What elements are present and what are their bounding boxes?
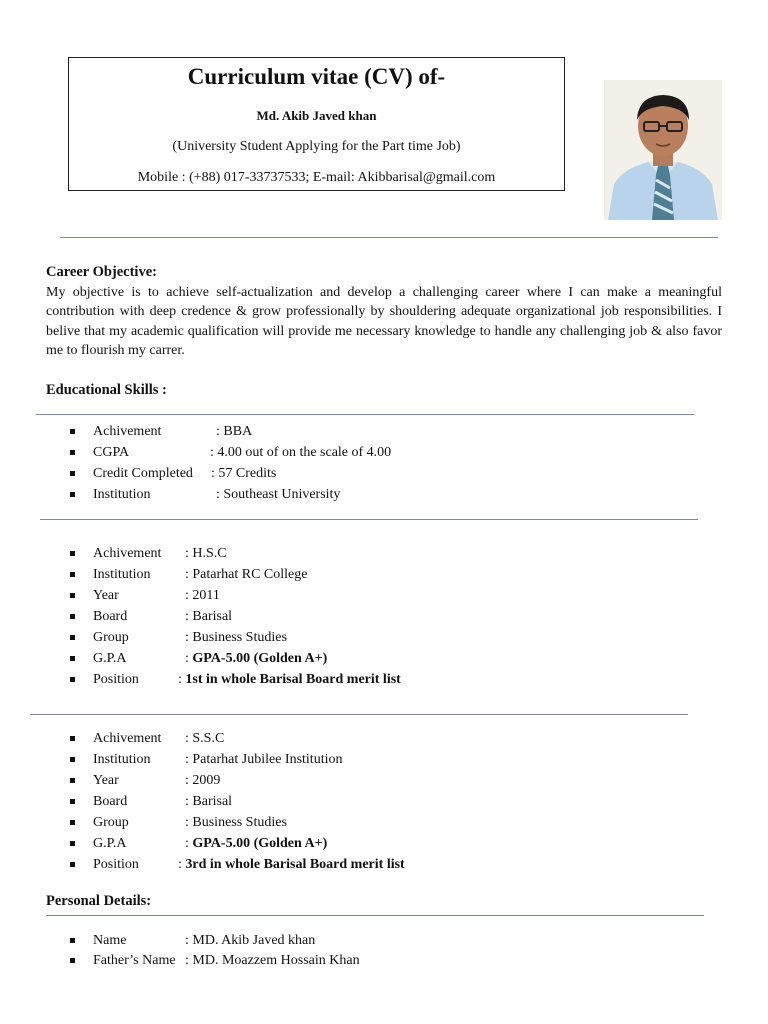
list-item: Year : 2009 bbox=[70, 770, 670, 791]
list-item: Group : Business Studies bbox=[70, 812, 670, 833]
list-item: Board : Barisal bbox=[70, 606, 670, 627]
education-divider bbox=[36, 414, 694, 415]
career-objective-text: My objective is to achieve self-actualization and develop a challenging career where I can make a meaningful contribution with deep credence & grow professionally by shouldering adequate organizational job responsibilities. I belive that my academic qualification will provide me necessary knowledge to handle any challenging job & also favor me to flourish my carrer. bbox=[46, 285, 722, 359]
list-item: Group : Business Studies bbox=[70, 627, 670, 648]
bullet-icon bbox=[70, 778, 75, 783]
bullet-icon bbox=[70, 656, 75, 661]
list-item: G.P.A : GPA-5.00 (Golden A+) bbox=[70, 648, 670, 669]
bullet-icon bbox=[70, 958, 75, 963]
list-item: Year : 2011 bbox=[70, 585, 670, 606]
bullet-icon bbox=[70, 757, 75, 762]
bullet-icon bbox=[70, 635, 75, 640]
list-item: Institution : Patarhat RC College bbox=[70, 564, 670, 585]
applicant-tagline: (University Student Applying for the Part time Job) bbox=[172, 139, 461, 154]
list-item: Institution : Southeast University bbox=[70, 484, 670, 505]
education-ssc-list bbox=[70, 728, 670, 875]
bullet-icon bbox=[70, 572, 75, 577]
bullet-icon bbox=[70, 862, 75, 867]
bullet-icon bbox=[70, 841, 75, 846]
list-item: Position : 3rd in whole Barisal Board merit list bbox=[70, 854, 670, 875]
bullet-icon bbox=[70, 450, 75, 455]
bullet-icon bbox=[70, 938, 75, 943]
hsc-divider bbox=[30, 714, 688, 715]
educational-skills-heading: Educational Skills : bbox=[46, 382, 167, 398]
bullet-icon bbox=[70, 471, 75, 476]
bullet-icon bbox=[70, 614, 75, 619]
list-item: Achivement : H.S.C bbox=[70, 543, 670, 564]
list-item: Position : 1st in whole Barisal Board merit list bbox=[70, 669, 670, 690]
bba-divider bbox=[40, 519, 698, 520]
cv-header-box bbox=[68, 57, 565, 191]
list-item: Father’s Name : MD. Moazzem Hossain Khan bbox=[70, 951, 670, 971]
list-item: Institution : Patarhat Jubilee Institution bbox=[70, 749, 670, 770]
career-objective-heading: Career Objective: bbox=[46, 264, 157, 280]
personal-details-heading: Personal Details: bbox=[46, 893, 152, 909]
bullet-icon bbox=[70, 429, 75, 434]
personal-details-list bbox=[70, 931, 670, 971]
bullet-icon bbox=[70, 736, 75, 741]
profile-photo bbox=[604, 80, 722, 220]
list-item: Credit Completed : 57 Credits bbox=[70, 463, 670, 484]
bullet-icon bbox=[70, 492, 75, 497]
list-item: G.P.A : GPA-5.00 (Golden A+) bbox=[70, 833, 670, 854]
bullet-icon bbox=[70, 799, 75, 804]
education-bba-list bbox=[70, 421, 670, 505]
bullet-icon bbox=[70, 820, 75, 825]
personal-divider bbox=[46, 915, 704, 916]
list-item: Name : MD. Akib Javed khan bbox=[70, 931, 670, 951]
header-divider bbox=[60, 237, 718, 238]
list-item: Board : Barisal bbox=[70, 791, 670, 812]
list-item: Achivement : BBA bbox=[70, 421, 670, 442]
bullet-icon bbox=[70, 593, 75, 598]
cv-title: Curriculum vitae (CV) of- bbox=[187, 64, 446, 89]
bullet-icon bbox=[70, 677, 75, 682]
education-hsc-list bbox=[70, 543, 670, 690]
contact-info: Mobile : (+88) 017-33737533; E-mail: Akibbarisal@gmail.com bbox=[137, 170, 496, 185]
applicant-name: Md. Akib Javed khan bbox=[256, 108, 377, 123]
bullet-icon bbox=[70, 551, 75, 556]
list-item: Achivement : S.S.C bbox=[70, 728, 670, 749]
list-item: CGPA : 4.00 out of on the scale of 4.00 bbox=[70, 442, 670, 463]
